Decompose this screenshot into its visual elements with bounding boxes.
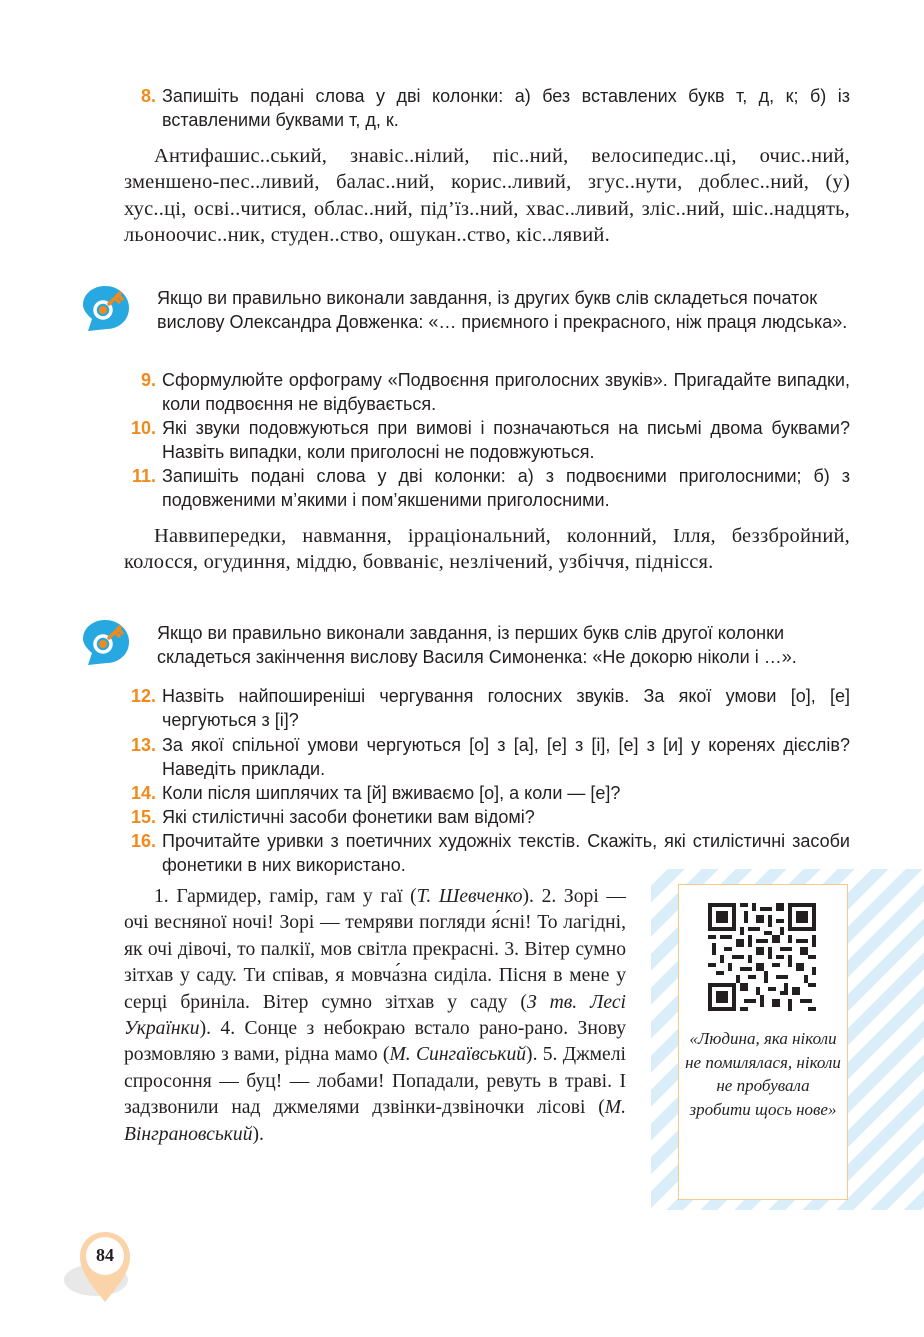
qr-code[interactable] bbox=[708, 903, 816, 1011]
task-text: Які стилістичні засоби фонетики вам відомі? bbox=[162, 807, 535, 827]
task-text: Запишіть подані слова у дві колонки: а) з подвоєними приголосними; б) з подовженими м’якими і пом’якшеними приголосними. bbox=[162, 466, 850, 510]
task-text: Прочитайте уривки з поетичних художніх текстів. Скажіть, які стилістичні засоби фонетики в них використано. bbox=[162, 831, 850, 875]
task-14 bbox=[118, 781, 850, 805]
task-text: За якої спільної умови чергуються [о] з [а], [е] з [і], [е] з [и] у коренях дієслів? Наведіть приклади. bbox=[162, 735, 850, 779]
page-number-badge bbox=[62, 1228, 142, 1310]
task-12 bbox=[118, 684, 850, 732]
quote-text: «Людина, яка ніколи не помилялася, ніколи не пробувала зробити щось нове» bbox=[685, 1029, 841, 1119]
poem-text: ). bbox=[252, 1123, 264, 1145]
poem-text: ). 4. Сонце з небокраю встало рано-рано. Знову розмовляю з вами, рідна мамо ( bbox=[124, 1018, 626, 1066]
task-number: 14. bbox=[130, 783, 156, 803]
task-13 bbox=[118, 733, 850, 781]
poem-text: 1. Гармидер, гамір, гам у гаї ( bbox=[154, 886, 417, 907]
key-icon bbox=[80, 283, 134, 333]
poem-text: ). 5. Джмелі спросоння — буц! — лобами! Попадали, ревуть в траві. І задзвонили над джмелями дзвінки-дзвіночки лісові ( bbox=[124, 1044, 626, 1119]
task-text: Коли після шиплячих та [й] вживаємо [о], а коли — [е]? bbox=[162, 783, 621, 803]
task-number: 11. bbox=[131, 466, 156, 486]
task-number: 12. bbox=[130, 686, 156, 706]
hint-1: Якщо ви правильно виконали завдання, із других букв слів складеться початок вислову Олександра Довженка: «… приємного і прекрасного, ніж праця людська». bbox=[157, 288, 848, 332]
task-8 bbox=[118, 84, 850, 132]
task-10 bbox=[118, 416, 850, 464]
task-9 bbox=[118, 368, 850, 416]
word-list-1: Антифашис..ський, знавіс..нілий, піс..ний, велосипедис..ці, очис..ний, зменшено-пес..ливий, балас..ний, корис..ливий, згус..нути, доблес..ний, (у) хус..ці, осві..читися, облас..ний, під’їз..ний, хвас..ливий, зліс..ний, шіс..надцять, льоноочис..ник, студен..ство, ошукан..ство, кіс..лявий. bbox=[124, 145, 850, 247]
task-15 bbox=[118, 805, 850, 829]
poem-author: З тв. Лесі Українки bbox=[124, 991, 626, 1040]
key-icon bbox=[80, 617, 134, 667]
task-number: 9. bbox=[140, 370, 156, 390]
task-text: Назвіть найпоширеніші чергування голосних звуків. За якої умови [о], [е] чергуються з [і]? bbox=[162, 686, 850, 730]
poem-author: М. Вінграновський bbox=[124, 1097, 626, 1145]
task-number: 10. bbox=[130, 418, 156, 438]
poem-author: Т. Шевченко bbox=[416, 886, 523, 907]
task-number: 13. bbox=[130, 735, 156, 755]
quote-box bbox=[678, 884, 848, 1200]
task-text: Запишіть подані слова у дві колонки: а) без вставлених букв т, д, к; б) із вставленими буквами т, д, к. bbox=[162, 86, 850, 130]
page-number: 84 bbox=[96, 1245, 114, 1265]
word-list-2: Наввипередки, навмання, ірраціональний, колонний, Ілля, беззбройний, колосся, огудиння, міддю, бовваніє, незлічений, узбіччя, піднісся. bbox=[124, 525, 850, 574]
task-text: Які звуки подовжуються при вимові і позначаються на письмі двома буквами? Назвіть випадки, коли приголосні не подовжуються. bbox=[162, 418, 850, 462]
task-11 bbox=[118, 464, 850, 512]
task-number: 8. bbox=[140, 86, 156, 106]
task-text: Сформулюйте орфограму «Подвоєння приголосних звуків». Пригадайте випадки, коли подвоєння не відбувається. bbox=[162, 370, 850, 414]
poem-text: ). 2. Зорі — очі весняної ночі! Зорі — темряви погляди я́сні! То лагідні, як очі дівочі, то палкії, мов світла прекрасні. 3. Вітер сумно зітхав у саду. Ти співав, я мовча́зна сиділа. Пісня в мене у серці бриніла. Вітер сумно зітхав у саду ( bbox=[124, 886, 627, 1013]
task-number: 16. bbox=[130, 831, 156, 851]
poem-excerpts bbox=[124, 884, 626, 1148]
hint-2: Якщо ви правильно виконали завдання, із перших букв слів другої колонки складеться закінчення вислову Василя Симоненка: «Не докорю ніколи і …». bbox=[157, 623, 797, 667]
poem-author: М. Сингаївський bbox=[389, 1044, 527, 1066]
task-number: 15. bbox=[130, 807, 156, 827]
